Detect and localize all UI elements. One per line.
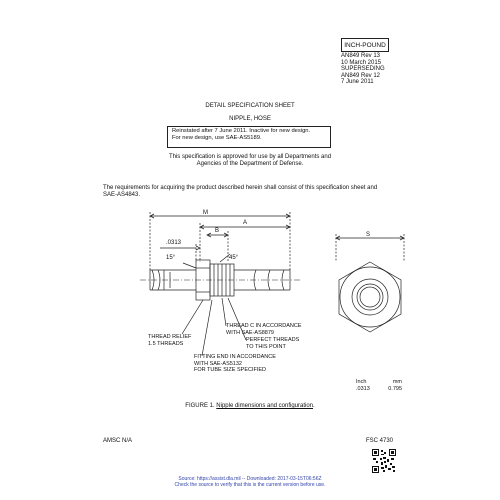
note-line: WITH SAE-AS5132 (194, 360, 242, 367)
revision-line: SUPERSEDING (341, 66, 385, 73)
thread-c-note (226, 323, 301, 336)
table-cell: .0313 (356, 385, 370, 392)
requirements-line: The requirements for acquiring the product described herein shall consist of this specification sheet and (103, 185, 378, 191)
note-line: WITH SAE-AS8879 (226, 329, 274, 336)
table-row (356, 386, 402, 393)
figure-caption (0, 403, 500, 410)
part-name: NIPPLE, HOSE (229, 116, 271, 122)
angle-45-label: 45° (229, 255, 239, 261)
source-footer-line: Check the source to verify that this is the current version before use. (174, 482, 326, 488)
table-cell: 0.795 (388, 385, 402, 392)
revision-line: 7 June 2011 (341, 79, 374, 86)
thread-relief-note (148, 334, 191, 347)
note-line: THREAD RELIEF (148, 334, 192, 340)
fsc-label: FSC 4730 (366, 438, 394, 444)
approval-line: This specification is approved for use by all Departments and (168, 154, 332, 160)
caption-text: Nipple dimensions and configuration (216, 403, 314, 409)
notice-line: For new design, use SAE-AS5189. (172, 135, 262, 141)
caption-prefix: FIGURE 1. (185, 403, 217, 409)
revision-line: 10 March 2015 (341, 59, 382, 66)
note-line: TO THIS POINT (246, 343, 286, 350)
table-header: mm (392, 379, 402, 385)
sheet-title: DETAIL SPECIFICATION SHEET (205, 103, 295, 109)
dim-b-label: B (215, 228, 220, 234)
inch-pound-label: INCH-POUND (344, 41, 386, 49)
requirements-line: SAE-AS4843. (103, 192, 141, 198)
dim-0313-label: .0313 (166, 240, 182, 246)
dim-a-label: A (243, 220, 248, 226)
caption-suffix: . (313, 403, 315, 409)
dim-s-label: S (366, 232, 371, 238)
hex-outline (339, 262, 401, 332)
note-line: FOR TUBE SIZE SPECIFIED (194, 367, 267, 373)
approval-line: Agencies of the Department of Defense. (196, 161, 304, 167)
note-line: THREAD C IN ACCORDANCE (226, 323, 302, 329)
angle-15-label: 15° (166, 255, 176, 261)
note-line: PERFECT THREADS (246, 337, 300, 343)
qr-code-icon (372, 449, 396, 473)
fitting-end-note (194, 354, 276, 374)
dim-m-label: M (203, 210, 208, 216)
source-footer-line: Source: https://assist.dla.mil -- Downloaded: 2017-03-15T06:56Z (178, 476, 322, 482)
note-line: 1.5 THREADS (148, 340, 184, 347)
revision-line: AN849 Rev 13 (341, 53, 381, 59)
amsc-label: AMSC N/A (103, 438, 133, 444)
notice-line: Reinstated after 7 June 2011. Inactive for new design. (172, 128, 311, 134)
revision-line: AN849 Rev 12 (341, 72, 381, 79)
perfect-threads-note (246, 337, 299, 350)
note-line: FITTING END IN ACCORDANCE (194, 354, 276, 360)
table-header: Inch (356, 379, 367, 385)
conversion-table (356, 379, 402, 392)
